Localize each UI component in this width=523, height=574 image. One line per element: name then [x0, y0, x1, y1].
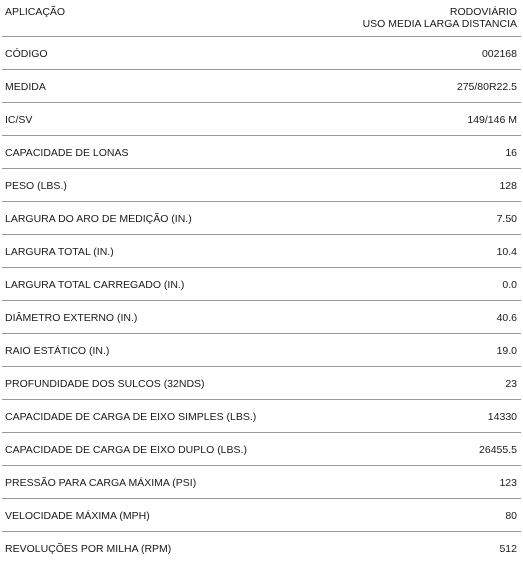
spec-label: LARGURA DO ARO DE MEDIÇÃO (IN.) [5, 213, 192, 225]
spec-label: MEDIDA [5, 81, 46, 93]
spec-value: 14330 [487, 411, 517, 423]
spec-row-capacidade-lonas [2, 136, 521, 169]
spec-row-largura-total-carregado [2, 268, 521, 301]
spec-label: IC/SV [5, 114, 33, 126]
spec-row-carga-eixo-duplo [2, 433, 521, 466]
spec-label: PESO (LBS.) [5, 180, 67, 192]
spec-row-pressao-carga-maxima [2, 466, 521, 499]
application-value [363, 6, 517, 30]
spec-row-diametro-externo [2, 301, 521, 334]
spec-row-codigo [2, 37, 521, 70]
application-label: APLICAÇÃO [5, 6, 66, 18]
spec-value: 275/80R22.5 [456, 81, 517, 93]
spec-label: CAPACIDADE DE CARGA DE EIXO DUPLO (LBS.) [5, 444, 247, 456]
spec-value: 123 [499, 477, 517, 489]
spec-value: 0.0 [502, 279, 517, 291]
spec-row-raio-estatico [2, 334, 521, 367]
spec-value: 23 [505, 378, 517, 390]
spec-value: 19.0 [496, 345, 517, 357]
application-row [2, 0, 521, 37]
application-value-line1: RODOVIÁRIO [449, 6, 517, 18]
spec-label: CÓDIGO [5, 48, 48, 60]
spec-label: REVOLUÇÕES POR MILHA (RPM) [5, 543, 172, 555]
spec-value: 10.4 [496, 246, 517, 258]
spec-label: CAPACIDADE DE LONAS [5, 147, 129, 159]
spec-label: CAPACIDADE DE CARGA DE EIXO SIMPLES (LBS.) [5, 411, 257, 423]
spec-row-largura-total [2, 235, 521, 268]
application-value-line2: USO MEDIA LARGA DISTANCIA [362, 18, 517, 30]
spec-row-largura-aro [2, 202, 521, 235]
spec-value: 80 [505, 510, 517, 522]
spec-row-carga-eixo-simples [2, 400, 521, 433]
spec-label: RAIO ESTÁTICO (IN.) [5, 345, 110, 357]
spec-value: 149/146 M [467, 114, 517, 126]
spec-value: 128 [499, 180, 517, 192]
tire-spec-table [2, 0, 521, 565]
spec-label: VELOCIDADE MÁXIMA (MPH) [5, 510, 150, 522]
spec-label: LARGURA TOTAL CARREGADO (IN.) [5, 279, 185, 291]
spec-row-revolucoes-por-milha [2, 532, 521, 565]
spec-value: 40.6 [496, 312, 517, 324]
spec-row-peso [2, 169, 521, 202]
spec-value: 26455.5 [479, 444, 517, 456]
spec-value: 16 [505, 147, 517, 159]
spec-label: DIÂMETRO EXTERNO (IN.) [5, 312, 138, 324]
spec-row-ic-sv [2, 103, 521, 136]
spec-label: PROFUNDIDADE DOS SULCOS (32NDS) [5, 378, 205, 390]
spec-row-medida [2, 70, 521, 103]
spec-value: 7.50 [496, 213, 517, 225]
spec-row-velocidade-maxima [2, 499, 521, 532]
spec-row-profundidade-sulcos [2, 367, 521, 400]
spec-value: 002168 [481, 48, 517, 60]
spec-label: PRESSÃO PARA CARGA MÁXIMA (PSI) [5, 477, 197, 489]
spec-value: 512 [499, 543, 517, 555]
spec-label: LARGURA TOTAL (IN.) [5, 246, 114, 258]
